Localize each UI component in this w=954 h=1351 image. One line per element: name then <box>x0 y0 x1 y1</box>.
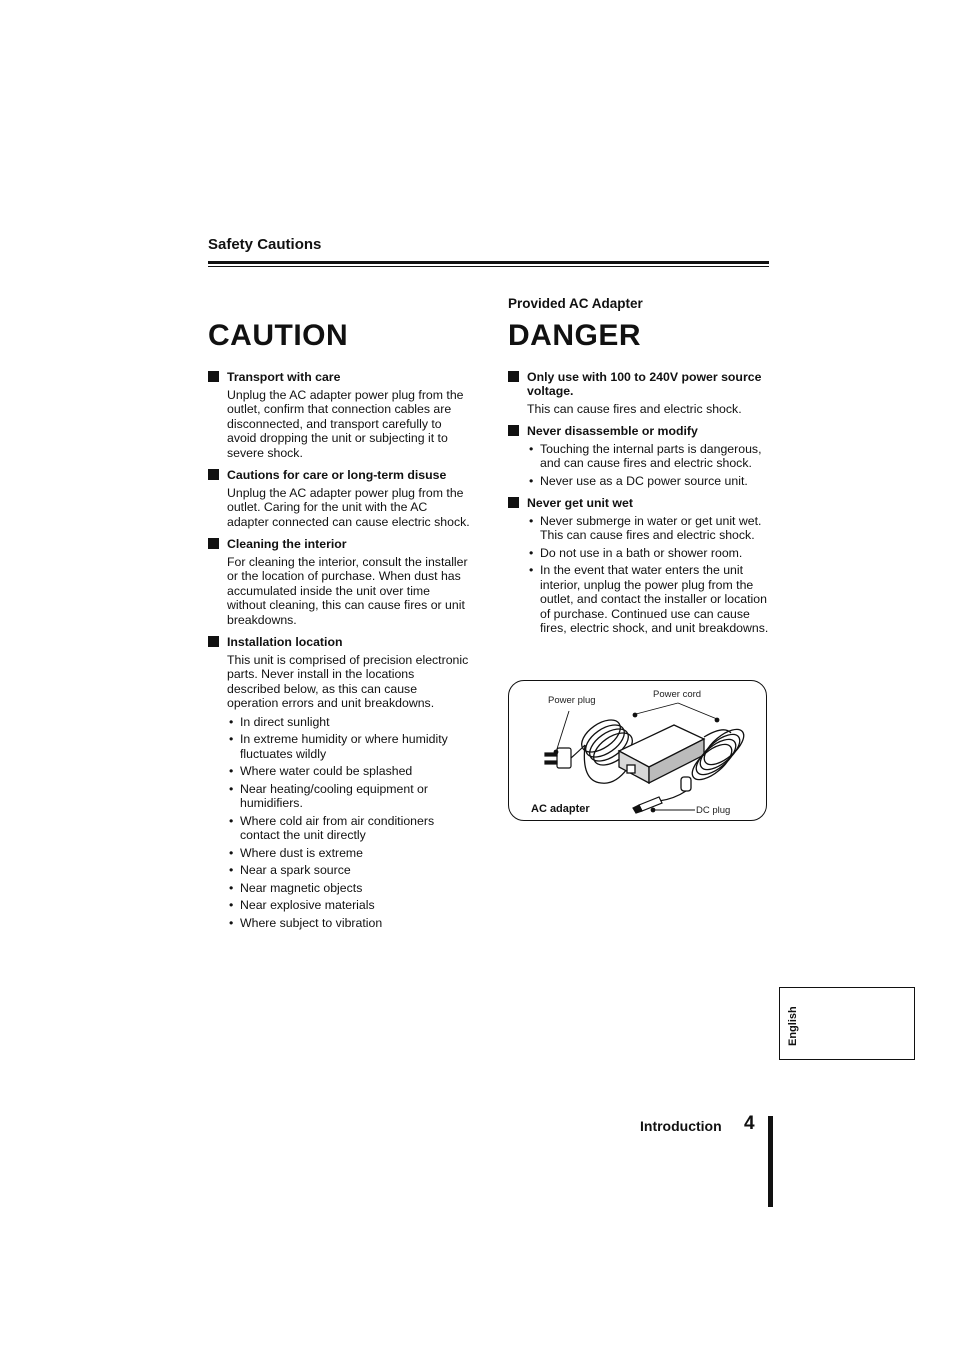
list-item: • In the event that water enters the unit interior, unplug the power plug from the outlet, and contact the installer or location of purchase. Continued use can cause fires, electric shock, and unit breakdowns. <box>527 563 770 636</box>
danger-item-voltage <box>508 370 770 417</box>
item-heading: Never disassemble or modify <box>527 424 698 438</box>
list-item: • Do not use in a bath or shower room. <box>527 546 770 561</box>
danger-item-wet <box>508 496 770 636</box>
danger-title: DANGER <box>508 318 642 352</box>
item-body: For cleaning the interior, consult the installer or the location of purchase. When dust has accumulated inside the unit over time without cleaning, this can cause fires or unit breakdowns. <box>227 554 468 627</box>
caution-item-care <box>208 468 470 529</box>
language-label: English <box>787 1006 799 1046</box>
list-item: • Where subject to vibration <box>227 916 470 931</box>
item-body: Unplug the AC adapter power plug from the outlet. Caring for the unit with the AC adapter connected can cause electric shock. <box>227 485 470 529</box>
dc-plug-label: DC plug <box>696 805 731 816</box>
list-item: • Never submerge in water or get unit wet. This can cause fires and electric shock. <box>527 514 770 543</box>
item-body: This unit is comprised of precision electronic parts. Never install in the locations described below, as this can cause operation errors and unit breakdowns. <box>227 652 469 710</box>
caution-column <box>208 318 470 938</box>
list-item: • Where cold air from air conditioners contact the unit directly <box>227 814 470 843</box>
list-item: • Never use as a DC power source unit. <box>527 474 770 489</box>
item-body: This can cause fires and electric shock. <box>527 401 742 416</box>
power-cord-label: Power cord <box>653 689 702 700</box>
list-item: • Touching the internal parts is dangerous, and can cause fires and electric shock. <box>527 442 770 471</box>
caution-item-cleaning <box>208 537 470 627</box>
caution-item-transport <box>208 370 470 460</box>
square-bullet-icon <box>508 497 519 508</box>
footer-section-label: Introduction <box>640 1118 722 1134</box>
danger-item-disassemble <box>508 424 770 488</box>
page-number: 4 <box>744 1113 755 1134</box>
square-bullet-icon <box>208 469 219 480</box>
item-heading: Transport with care <box>227 370 341 384</box>
list-item: • Where dust is extreme <box>227 846 470 861</box>
item-heading: Cautions for care or long-term disuse <box>227 468 447 482</box>
list-item: • Near a spark source <box>227 863 470 878</box>
ac-adapter-diagram <box>508 680 767 821</box>
list-item: • In direct sunlight <box>227 715 470 730</box>
item-heading: Only use with 100 to 240V power source voltage. <box>527 369 762 398</box>
disassemble-bullet-list <box>508 442 770 489</box>
square-bullet-icon <box>208 636 219 647</box>
danger-column <box>508 297 770 644</box>
item-heading: Never get unit wet <box>527 496 633 510</box>
item-heading: Installation location <box>227 635 343 649</box>
list-item: • Near magnetic objects <box>227 881 470 896</box>
wet-bullet-list <box>508 514 770 636</box>
caution-title: CAUTION <box>208 319 349 352</box>
language-tab <box>779 987 915 1060</box>
section-title: Safety Cautions <box>208 236 322 253</box>
caution-item-installation <box>208 635 470 930</box>
list-item: • Near heating/cooling equipment or humidifiers. <box>227 782 470 811</box>
square-bullet-icon <box>508 371 519 382</box>
square-bullet-icon <box>208 371 219 382</box>
header-rule-thick <box>208 261 769 264</box>
power-plug-icon <box>545 745 585 768</box>
list-item: • In extreme humidity or where humidity fluctuates wildly <box>227 732 470 761</box>
list-item: • Near explosive materials <box>227 898 470 913</box>
header-rule-thin <box>208 266 769 267</box>
dc-plug-icon <box>633 797 662 813</box>
item-body: Unplug the AC adapter power plug from the outlet, confirm that connection cables are disconnected, and transport carefully to avoid dropping the unit or subjecting it to severe shock. <box>227 387 464 460</box>
item-heading: Cleaning the interior <box>227 537 347 551</box>
ac-adapter-label: AC adapter <box>531 803 590 815</box>
page-marker-bar <box>768 1116 773 1207</box>
square-bullet-icon <box>508 425 519 436</box>
list-item: • Where water could be splashed <box>227 764 470 779</box>
square-bullet-icon <box>208 538 219 549</box>
power-plug-label: Power plug <box>548 695 596 706</box>
adapter-box-icon <box>619 725 704 783</box>
installation-bullet-list <box>208 715 470 931</box>
danger-subtitle: Provided AC Adapter <box>508 296 643 311</box>
